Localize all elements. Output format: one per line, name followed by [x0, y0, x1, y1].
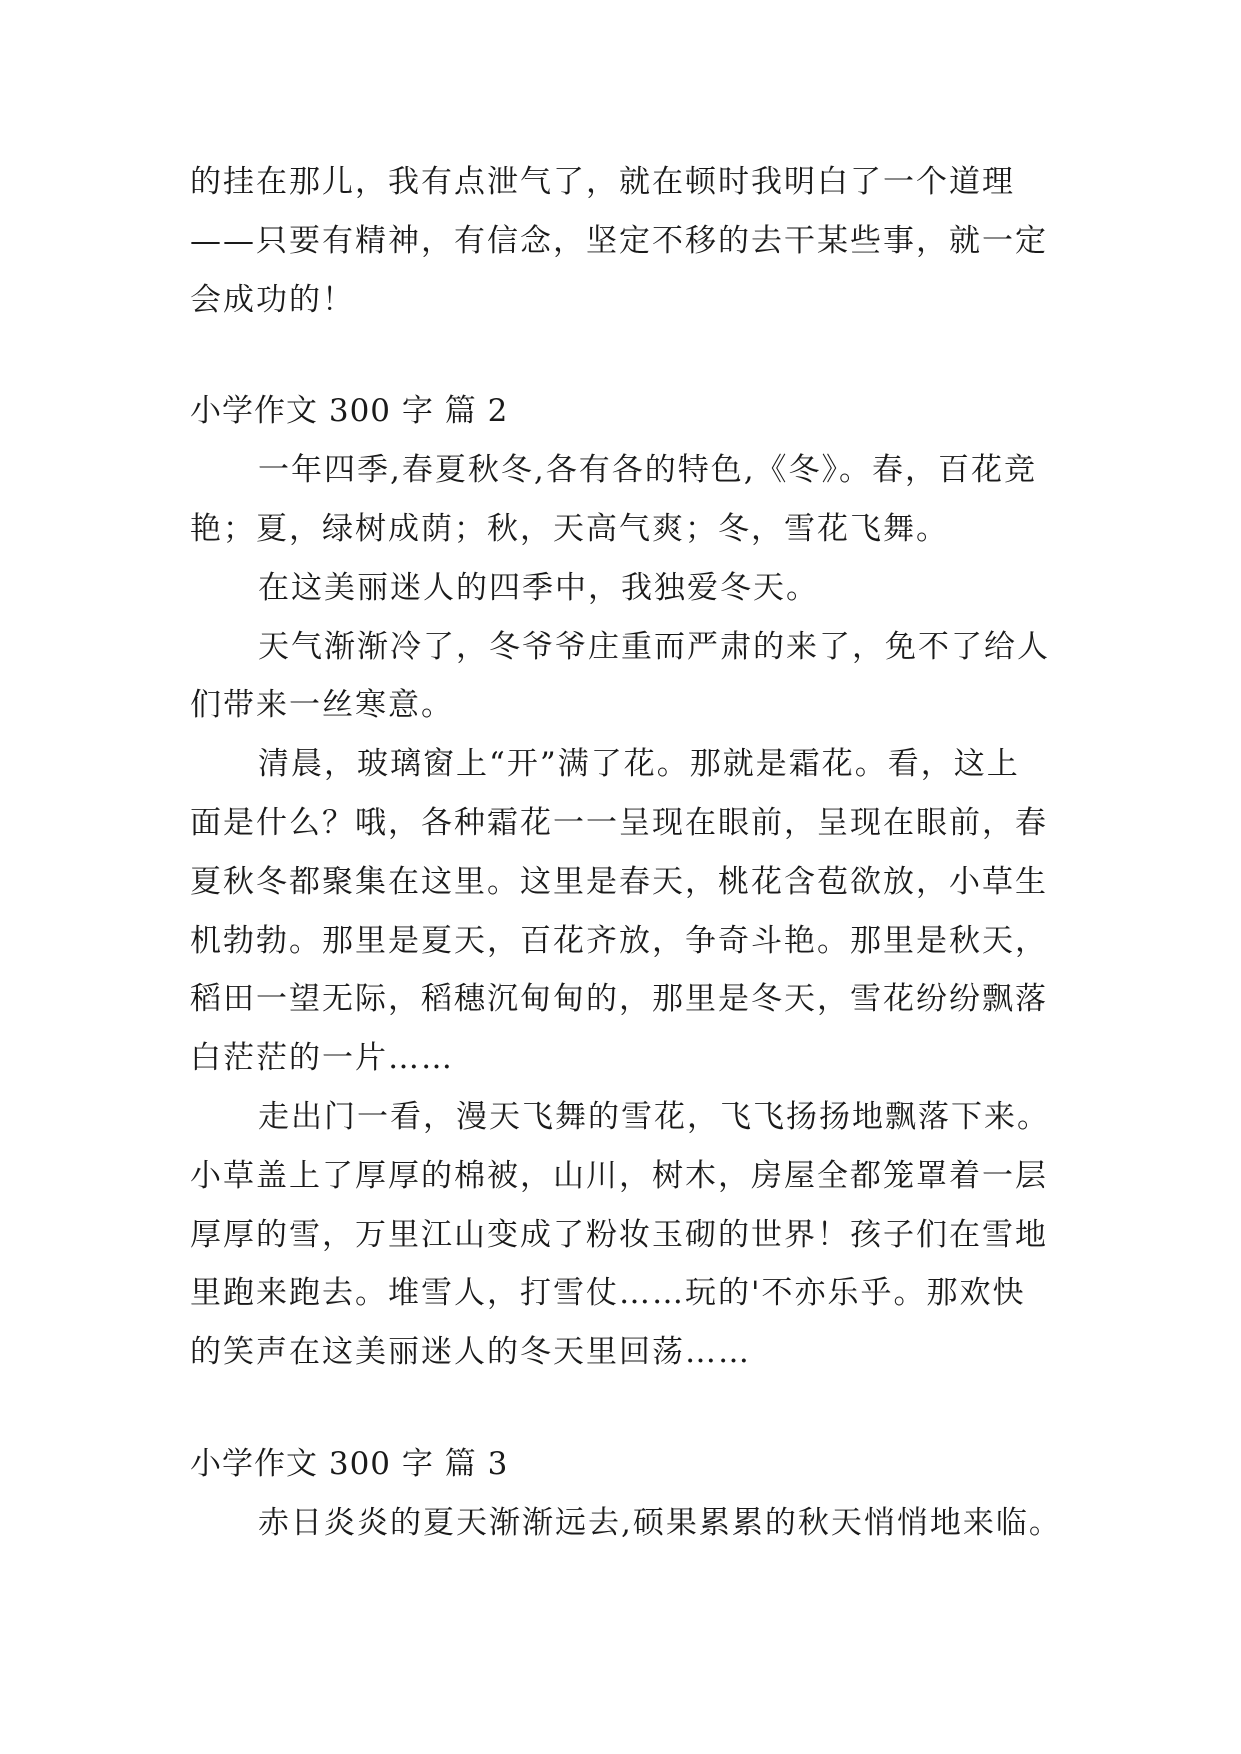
section-3-heading: 小学作文 300 字 篇 3	[190, 1445, 509, 1482]
text-line: 赤日炎炎的夏天渐渐远去,硕果累累的秋天悄悄地来临。	[258, 1504, 1062, 1541]
text-line: 会成功的！	[190, 281, 355, 318]
text-line: 厚厚的雪，万里江山变成了粉妆玉砌的世界！孩子们在雪地	[190, 1216, 1048, 1253]
text-line: ——只要有精神，有信念，坚定不移的去干某些事，就一定	[190, 222, 1048, 259]
text-line: 天气渐渐冷了，冬爷爷庄重而严肃的来了，免不了给人	[258, 628, 1050, 665]
section-1-paragraph	[190, 153, 1070, 329]
text-line: 清晨，玻璃窗上“开”满了花。那就是霜花。看，这上	[258, 746, 1020, 783]
section-2-paragraph-1	[190, 441, 1070, 559]
section-gap	[190, 1382, 1070, 1435]
text-line: 夏秋冬都聚集在这里。这里是春天，桃花含苞欲放，小草生	[190, 863, 1048, 900]
section-2-paragraph-5	[190, 1088, 1070, 1382]
section-2-heading: 小学作文 300 字 篇 2	[190, 393, 509, 430]
text-line: 艳；夏，绿树成荫；秋，天高气爽；冬，雪花飞舞。	[190, 510, 949, 547]
section-2-paragraph-2	[190, 559, 1070, 618]
document-page	[190, 153, 1070, 1553]
text-line: 里跑来跑去。堆雪人，打雪仗……玩的'不亦乐乎。那欢快	[190, 1275, 1026, 1312]
text-line: 白茫茫的一片……	[190, 1040, 454, 1077]
section-gap	[190, 329, 1070, 382]
text-line: 面是什么？哦，各种霜花一一呈现在眼前，呈现在眼前，春	[190, 804, 1048, 841]
text-line: 的笑声在这美丽迷人的冬天里回荡……	[190, 1334, 751, 1371]
text-line: 走出门一看，漫天飞舞的雪花，飞飞扬扬地飘落下来。	[258, 1098, 1050, 1135]
text-line: 的挂在那儿，我有点泄气了，就在顿时我明白了一个道理	[190, 164, 1015, 200]
text-line: 在这美丽迷人的四季中，我独爱冬天。	[258, 569, 819, 606]
text-line: 一年四季,春夏秋冬,各有各的特色,《冬》。春，百花竞	[258, 452, 1038, 489]
section-2-paragraph-4	[190, 735, 1070, 1088]
text-line: 们带来一丝寒意。	[190, 687, 454, 724]
section-3-paragraph-1	[190, 1494, 1070, 1553]
text-line: 小草盖上了厚厚的棉被，山川，树木，房屋全都笼罩着一层	[190, 1157, 1048, 1194]
section-2-paragraph-3	[190, 618, 1070, 736]
text-line: 机勃勃。那里是夏天，百花齐放，争奇斗艳。那里是秋天，	[190, 922, 1048, 959]
text-line: 稻田一望无际，稻穗沉甸甸的，那里是冬天，雪花纷纷飘落	[190, 981, 1048, 1018]
